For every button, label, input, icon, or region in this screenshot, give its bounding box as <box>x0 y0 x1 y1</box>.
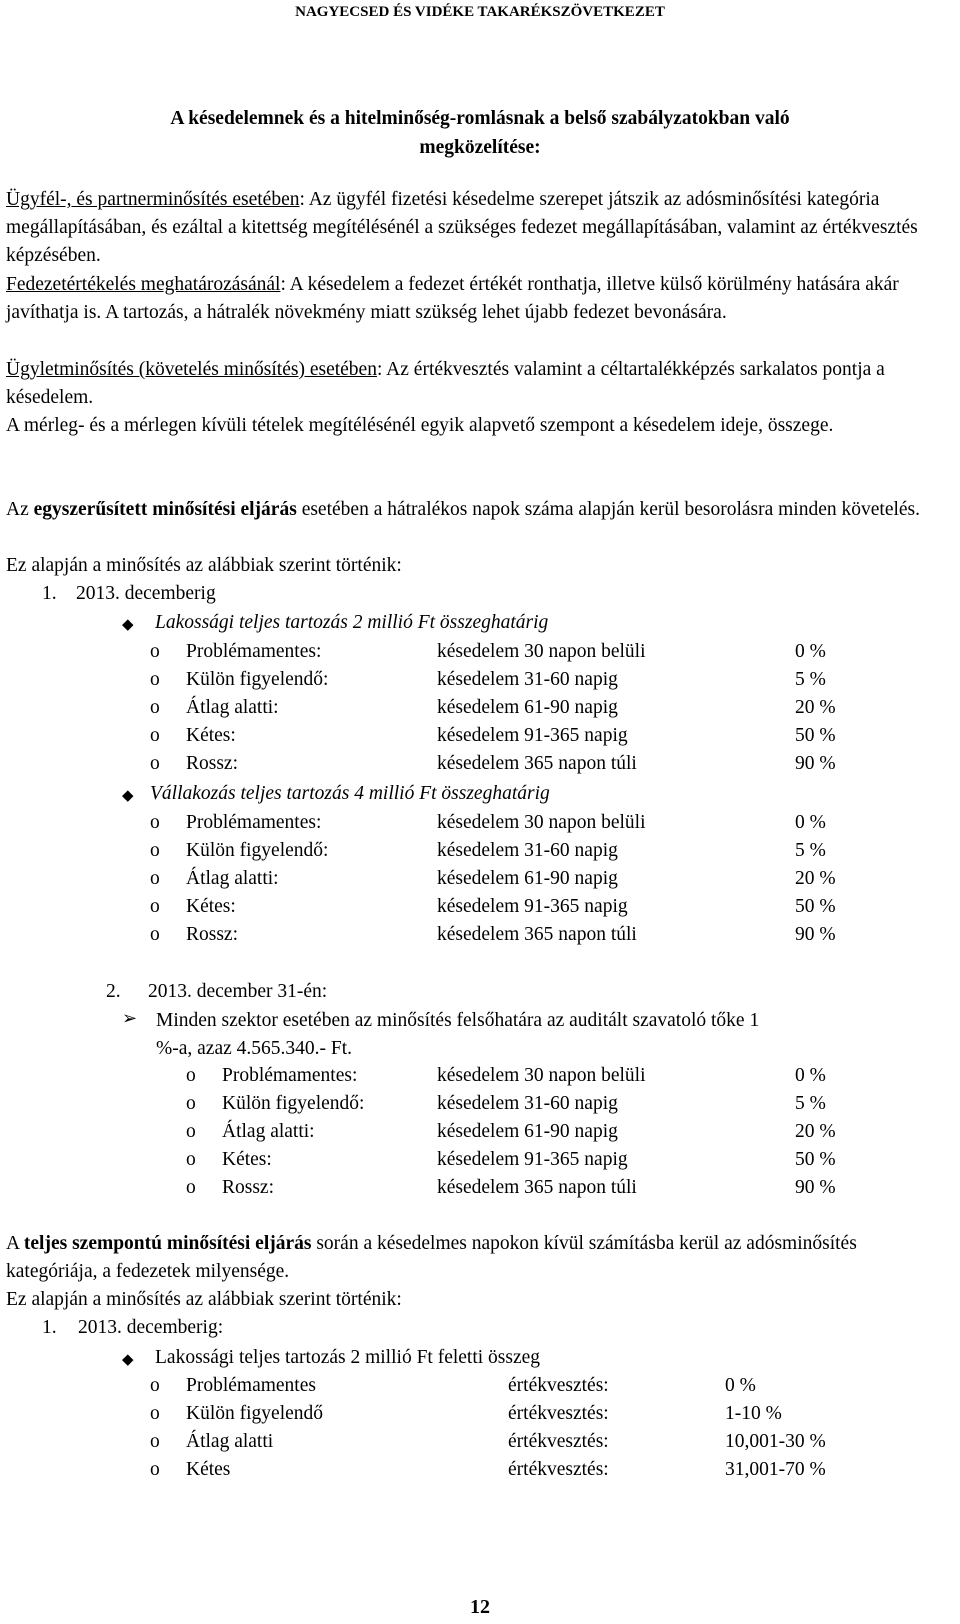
category-name: Problémamentes: <box>222 1065 358 1086</box>
paragraph-lead: Ügyfél-, és partnerminősítés esetében <box>6 189 300 210</box>
diamond-bullet-icon: ◆ <box>122 1352 134 1368</box>
category-percent: 0 % <box>795 641 826 662</box>
bullet-o: o <box>150 753 160 774</box>
arrow-bullet-icon: ➢ <box>122 1008 138 1028</box>
text-fragment: során a késedelmes napokon kívül számításba kerül az adósminősítés kategóriája, a fedezetek milyensége. <box>6 1233 857 1282</box>
category-name: Rossz: <box>186 924 239 945</box>
paragraph-full-procedure <box>6 1230 946 1286</box>
category-name: Problémamentes: <box>186 812 322 833</box>
bullet-o: o <box>150 1459 160 1480</box>
paragraph-text: : Az értékvesztés valamint a céltartalékképzés sarkalatos pontja a késedelem. <box>6 359 885 408</box>
category-percent: 20 % <box>795 868 836 889</box>
arrow-text-line-1: Minden szektor esetében az minősítés felsőhatára az auditált szavatoló tőke 1 <box>156 1010 760 1031</box>
paragraph-simplified-procedure <box>6 496 946 524</box>
category-description: késedelem 365 napon túli <box>437 1177 637 1198</box>
category-description: értékvesztés: <box>508 1403 609 1424</box>
paragraph-lead: Fedezetértékelés meghatározásánál <box>6 274 281 295</box>
bullet-o: o <box>186 1121 196 1142</box>
category-percent: 90 % <box>795 753 836 774</box>
text-fragment: esetében a hátralékos napok száma alapján kerül besorolásra minden követelés. <box>296 499 921 520</box>
paragraph-lead: Ügyletminősítés (követelés minősítés) esetében <box>6 359 377 380</box>
bullet-o: o <box>150 1403 160 1424</box>
bullet-o: o <box>150 725 160 746</box>
category-description: késedelem 30 napon belüli <box>437 641 646 662</box>
category-name: Kétes <box>186 1459 231 1480</box>
paragraph-intro: Ez alapján a minősítés az alábbiak szerint történik: <box>6 555 402 576</box>
category-name: Külön figyelendő: <box>186 840 329 861</box>
bullet-o: o <box>186 1149 196 1170</box>
category-percent: 90 % <box>795 924 836 945</box>
category-percent: 20 % <box>795 697 836 718</box>
bullet-o: o <box>150 868 160 889</box>
category-name: Kétes: <box>222 1149 272 1170</box>
category-description: késedelem 30 napon belüli <box>437 812 646 833</box>
paragraph-text: : A késedelem a fedezet értékét ronthatja, illetve külső körülmény hatására akár javíthatja is. A tartozás, a hátralék növekmény miatt szükség lehet újabb fedezet bevonására. <box>6 274 899 323</box>
category-percent: 50 % <box>795 896 836 917</box>
category-description: késedelem 31-60 napig <box>437 1093 618 1114</box>
category-description: késedelem 91-365 napig <box>437 1149 628 1170</box>
category-description: késedelem 30 napon belüli <box>437 1065 646 1086</box>
category-description: késedelem 61-90 napig <box>437 697 618 718</box>
list-heading: 2013. decemberig: <box>78 1317 224 1338</box>
bullet-o: o <box>186 1065 196 1086</box>
text-fragment: A <box>6 1233 24 1254</box>
category-percent: 1-10 % <box>725 1403 782 1424</box>
bullet-o: o <box>150 896 160 917</box>
category-percent: 31,001-70 % <box>725 1459 826 1480</box>
category-percent: 0 % <box>725 1375 756 1396</box>
category-percent: 10,001-30 % <box>725 1431 826 1452</box>
category-name: Külön figyelendő: <box>222 1093 365 1114</box>
category-name: Külön figyelendő <box>186 1403 324 1424</box>
paragraph-client-rating <box>6 186 946 270</box>
category-percent: 5 % <box>795 1093 826 1114</box>
category-name: Problémamentes: <box>186 641 322 662</box>
bold-term: teljes szempontú minősítési eljárás <box>23 1233 312 1254</box>
category-percent: 50 % <box>795 1149 836 1170</box>
text-fragment: Az <box>6 499 34 520</box>
page-number: 12 <box>470 1596 490 1618</box>
category-percent: 5 % <box>795 669 826 690</box>
category-name: Kétes: <box>186 725 236 746</box>
list-number: 2. <box>106 981 121 1002</box>
arrow-text-line-2: %-a, azaz 4.565.340.- Ft. <box>156 1038 353 1059</box>
category-description: késedelem 31-60 napig <box>437 840 618 861</box>
paragraph-balance-items: A mérleg- és a mérlegen kívüli tételek megítélésénél egyik alapvető szempont a késedelem ideje, összege. <box>6 415 834 436</box>
bullet-o: o <box>150 669 160 690</box>
category-description: késedelem 61-90 napig <box>437 1121 618 1142</box>
category-name: Átlag alatti: <box>186 868 279 889</box>
document-header: NAGYECSED ÉS VIDÉKE TAKARÉKSZÖVETKEZET <box>295 4 665 20</box>
category-percent: 0 % <box>795 1065 826 1086</box>
list-number: 1. <box>42 583 57 604</box>
category-name: Átlag alatti <box>186 1431 274 1452</box>
title-line-1: A késedelemnek és a hitelminőség-romlásnak a belső szabályzatokban való <box>170 108 790 129</box>
paragraph-intro: Ez alapján a minősítés az alábbiak szerint történik: <box>6 1289 402 1310</box>
category-description: késedelem 61-90 napig <box>437 868 618 889</box>
section-title <box>60 104 900 162</box>
category-name: Rossz: <box>222 1177 275 1198</box>
bullet-o: o <box>150 924 160 945</box>
category-percent: 90 % <box>795 1177 836 1198</box>
paragraph-collateral <box>6 271 946 327</box>
bullet-o: o <box>150 641 160 662</box>
category-description: késedelem 91-365 napig <box>437 725 628 746</box>
category-percent: 5 % <box>795 840 826 861</box>
paragraph-transaction-rating <box>6 356 946 412</box>
paragraph-text: : Az ügyfél fizetési késedelme szerepet játszik az adósminősítési kategória megállapításában, és ezáltal a kitettség megítélésénél a szükséges fedezet megállapításában, valamint az értékvesztés képzésében. <box>6 189 918 266</box>
category-description: értékvesztés: <box>508 1459 609 1480</box>
bullet-o: o <box>186 1093 196 1114</box>
bullet-o: o <box>150 812 160 833</box>
category-description: késedelem 31-60 napig <box>437 669 618 690</box>
category-percent: 50 % <box>795 725 836 746</box>
category-name: Rossz: <box>186 753 239 774</box>
category-description: értékvesztés: <box>508 1375 609 1396</box>
category-percent: 20 % <box>795 1121 836 1142</box>
category-description: késedelem 91-365 napig <box>437 896 628 917</box>
sublist-heading: Vállakozás teljes tartozás 4 millió Ft összeghatárig <box>150 783 550 804</box>
category-name: Átlag alatti: <box>186 697 279 718</box>
bullet-o: o <box>150 1375 160 1396</box>
diamond-bullet-icon: ◆ <box>122 788 134 804</box>
title-line-2: megközelítése: <box>419 137 541 158</box>
bullet-o: o <box>150 840 160 861</box>
bullet-o: o <box>150 697 160 718</box>
category-description: késedelem 365 napon túli <box>437 924 637 945</box>
bullet-o: o <box>186 1177 196 1198</box>
category-description: késedelem 365 napon túli <box>437 753 637 774</box>
list-number: 1. <box>42 1317 57 1338</box>
sublist-heading: Lakossági teljes tartozás 2 millió Ft összeghatárig <box>155 612 549 633</box>
category-name: Átlag alatti: <box>222 1121 315 1142</box>
diamond-bullet-icon: ◆ <box>122 617 134 633</box>
sublist-heading: Lakossági teljes tartozás 2 millió Ft feletti összeg <box>155 1347 541 1368</box>
category-name: Külön figyelendő: <box>186 669 329 690</box>
category-name: Problémamentes <box>186 1375 316 1396</box>
list-heading: 2013. december 31-én: <box>148 981 328 1002</box>
category-percent: 0 % <box>795 812 826 833</box>
category-name: Kétes: <box>186 896 236 917</box>
bold-term: egyszerűsített minősítési eljárás <box>33 499 297 520</box>
bullet-o: o <box>150 1431 160 1452</box>
list-heading: 2013. decemberig <box>76 583 216 604</box>
category-description: értékvesztés: <box>508 1431 609 1452</box>
